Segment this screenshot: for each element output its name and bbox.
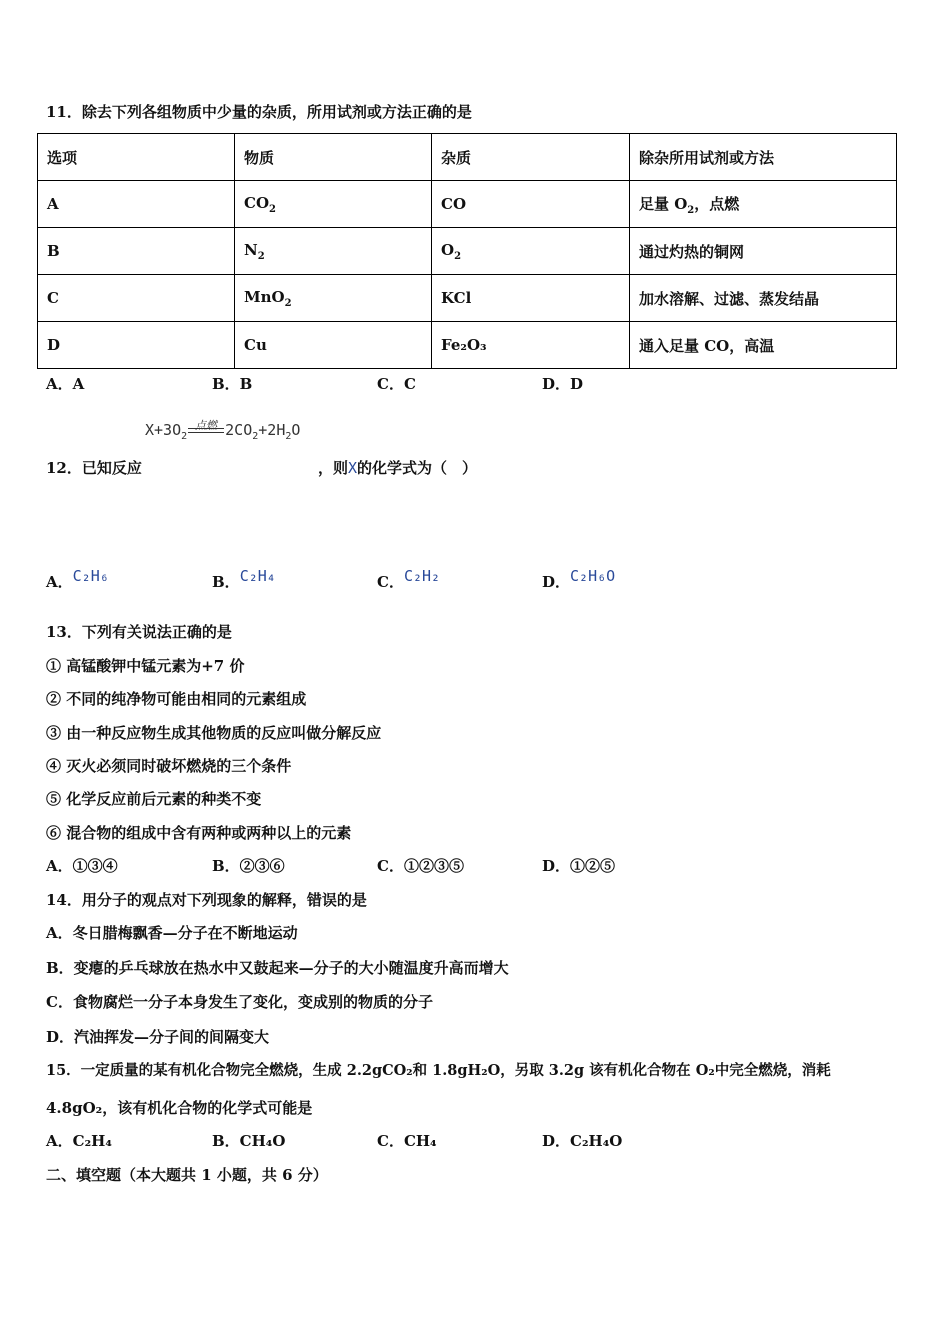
q14-option-b: B．变瘪的乒乓球放在热水中又鼓起来—分子的大小随温度升高而增大: [46, 959, 509, 977]
row-substance: MnO$_2$: [235, 275, 432, 322]
row-method: 加水溶解、过滤、蒸发结晶: [630, 275, 897, 322]
q15-option-c: C．CH₄: [377, 1132, 437, 1150]
table-row: [38, 228, 897, 275]
row-substance: $N_2$: [235, 228, 432, 275]
q15-option-a: A．C₂H₄: [46, 1132, 112, 1150]
header-substance: 物质: [235, 134, 432, 181]
row-impurity: $O_2$: [432, 228, 630, 275]
header-method: 除杂所用试剂或方法: [630, 134, 897, 181]
header-option: 选项: [38, 134, 235, 181]
q11-option-a: A．A: [46, 375, 85, 393]
row-impurity: CO: [432, 181, 630, 228]
row-method: 通过灼热的铜网: [630, 228, 897, 275]
row-substance: Cu: [235, 322, 432, 369]
equation-condition: 点燃: [195, 419, 217, 432]
q13-item: ① 高锰酸钾中锰元素为+7 价: [46, 657, 245, 675]
q15-option-b: B．CH₄O: [212, 1132, 286, 1150]
row-substance: $CO_2$: [235, 181, 432, 228]
q12-suffix: ，则X的化学式为（ ）: [318, 459, 478, 477]
q13-item: ⑥ 混合物的组成中含有两种或两种以上的元素: [46, 824, 352, 842]
row-impurity: KCl: [432, 275, 630, 322]
q12-option-d: D．C₂H₆O: [542, 567, 616, 591]
q12-equation: 点燃 $X+3O_2$ $2CO_2+2H_2O$: [145, 419, 301, 442]
row-method: 足量 $O_2$，点燃: [630, 181, 897, 228]
q15-option-d: D．C₂H₄O: [542, 1132, 623, 1150]
q12-option-a: A．C₂H₆: [46, 567, 109, 591]
q11-option-b: B．B: [212, 375, 253, 393]
q12-option-b: B．C₂H₄: [212, 567, 276, 591]
q13-item: ⑤ 化学反应前后元素的种类不变: [46, 790, 262, 808]
q13-item: ④ 灭火必须同时破坏燃烧的三个条件: [46, 757, 292, 775]
table-header-row: [38, 134, 897, 181]
row-impurity: Fe₂O₃: [432, 322, 630, 369]
table-row: [38, 322, 897, 369]
table-row: [38, 275, 897, 322]
q11-title: 11．除去下列各组物质中少量的杂质，所用试剂或方法正确的是: [46, 103, 472, 121]
q13-item: ③ 由一种反应物生成其他物质的反应叫做分解反应: [46, 724, 382, 742]
q13-option-d: D．①②⑤: [542, 857, 616, 875]
q13-title: 13．下列有关说法正确的是: [46, 623, 232, 641]
q12-prefix: 12．已知反应: [46, 459, 142, 477]
row-option: B: [38, 228, 235, 275]
q13-option-c: C．①②③⑤: [377, 857, 464, 875]
q13-option-b: B．②③⑥: [212, 857, 285, 875]
q11-table: [37, 133, 897, 369]
q14-title: 14．用分子的观点对下列现象的解释，错误的是: [46, 891, 367, 909]
q12-option-c: C．C₂H₂: [377, 567, 441, 591]
q14-option-c: C．食物腐烂一分子本身发生了变化，变成别的物质的分子: [46, 993, 433, 1011]
q13-option-a: A．①③④: [46, 857, 118, 875]
row-method: 通入足量 CO，高温: [630, 322, 897, 369]
row-option: D: [38, 322, 235, 369]
row-option: A: [38, 181, 235, 228]
q11-option-d: D．D: [542, 375, 584, 393]
q13-item: ② 不同的纯净物可能由相同的元素组成: [46, 690, 307, 708]
header-impurity: 杂质: [432, 134, 630, 181]
q14-option-a: A．冬日腊梅飘香—分子在不断地运动: [46, 924, 298, 942]
q15-line2: 4.8gO₂，该有机化合物的化学式可能是: [46, 1099, 313, 1117]
table-row: [38, 181, 897, 228]
section-heading: 二、填空题（本大题共 1 小题，共 6 分）: [46, 1166, 328, 1184]
row-option: C: [38, 275, 235, 322]
q14-option-d: D．汽油挥发—分子间的间隔变大: [46, 1028, 270, 1046]
q11-option-c: C．C: [377, 375, 416, 393]
q15-line1: 15．一定质量的某有机化合物完全燃烧，生成 2.2gCO₂和 1.8gH₂O，另取 3.2g 该有机化合物在 O₂中完全燃烧，消耗: [46, 1062, 831, 1079]
